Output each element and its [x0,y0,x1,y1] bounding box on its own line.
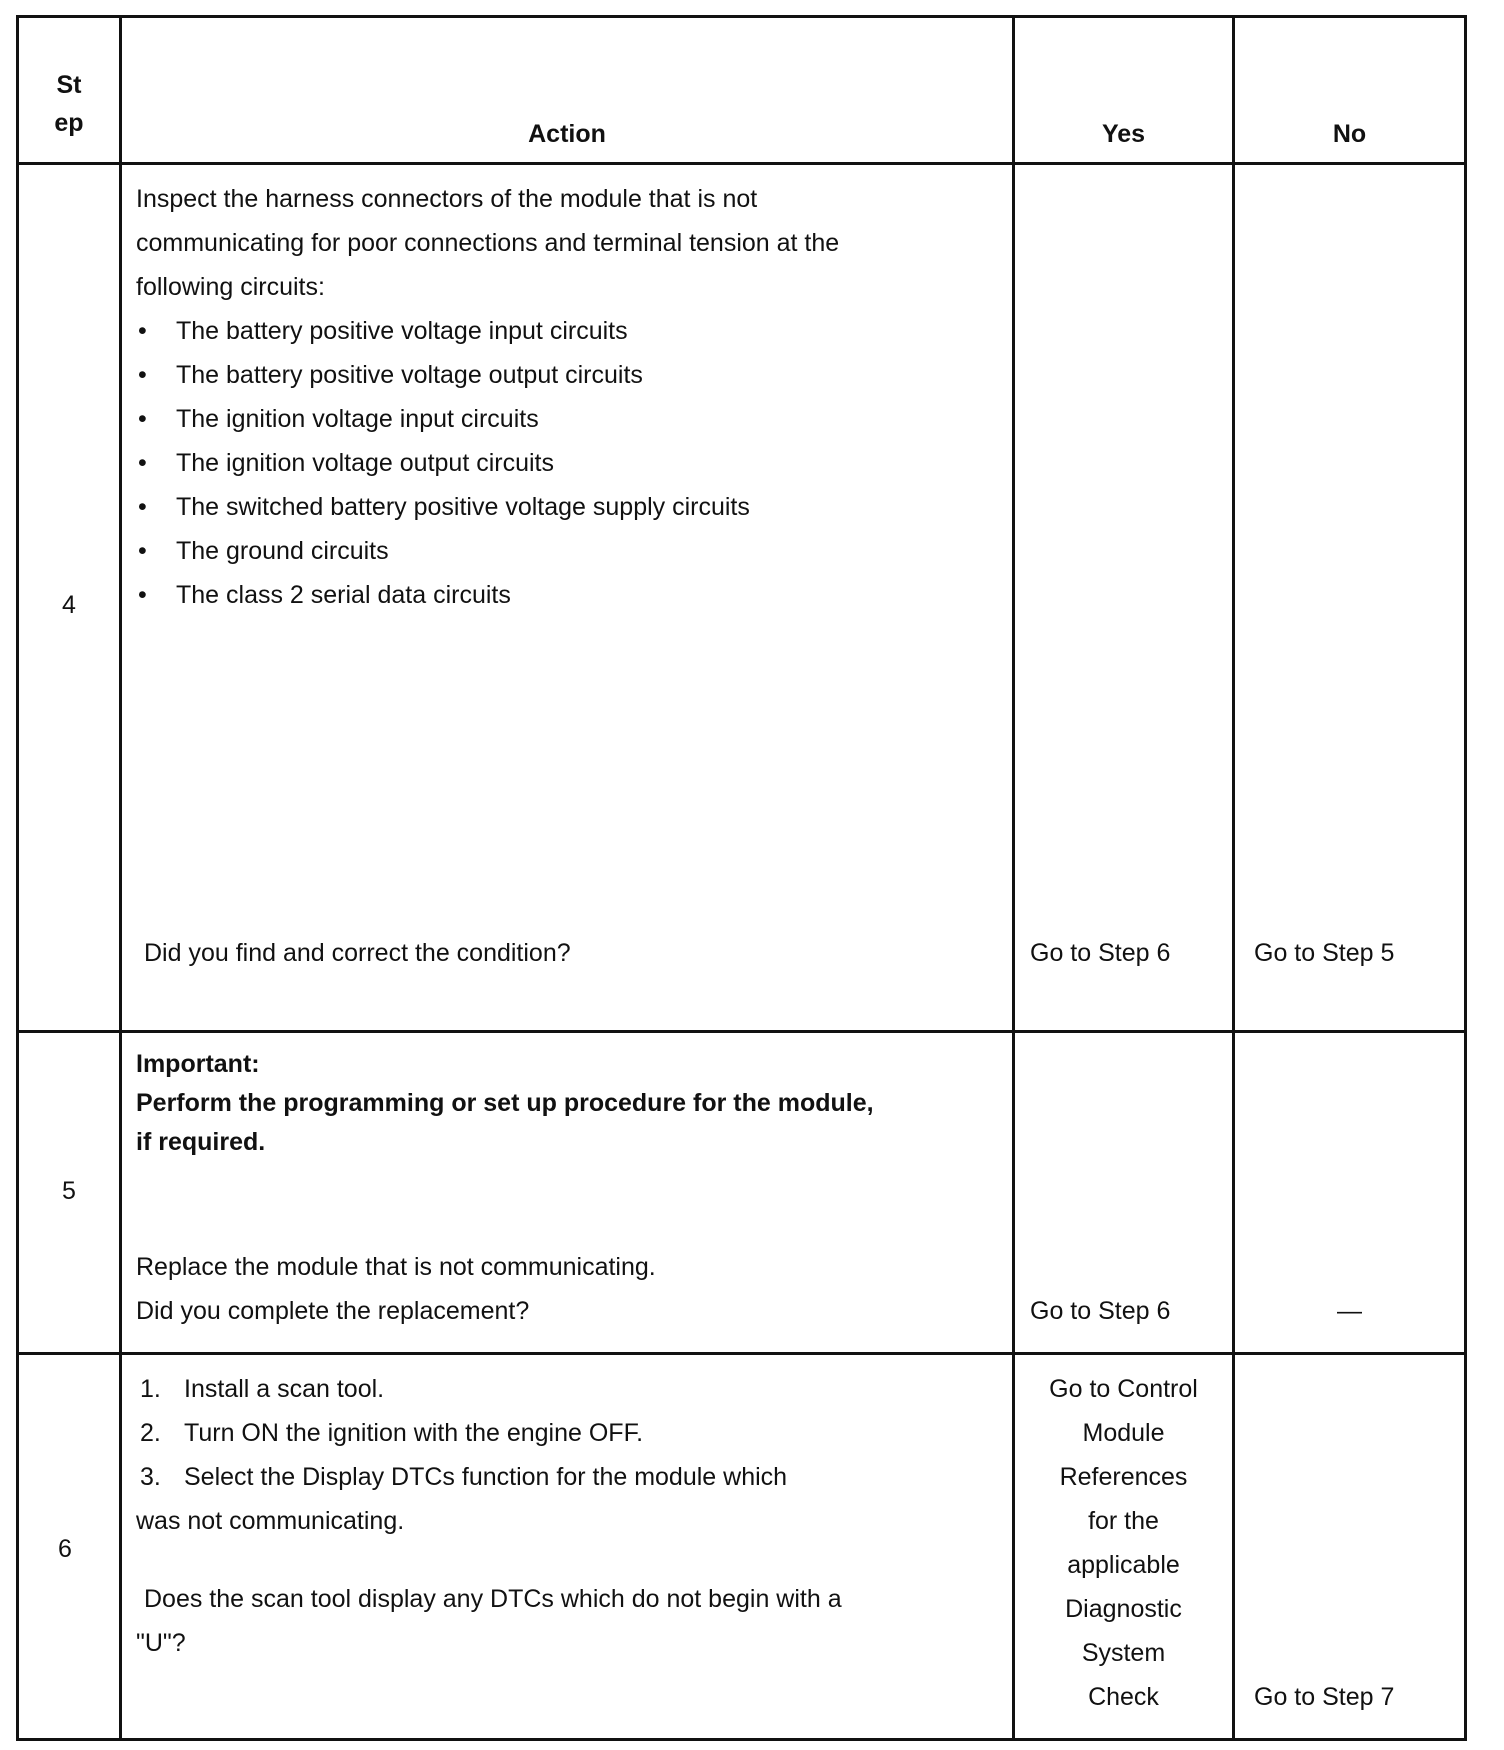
list-item: • The battery positive voltage output circuits [136,353,1002,397]
yes-result: Diagnostic [1065,1595,1182,1623]
important-text: Perform the programming or set up procedure for the module, [136,1089,874,1117]
header-yes: Yes [1014,17,1234,164]
step-number: 6 [58,1535,72,1563]
circuit-list [136,309,1002,617]
no-result: Go to Step 5 [1254,939,1395,967]
yes-result: Module [1082,1419,1165,1447]
header-step-line1: St [56,71,82,99]
list-item: 2. Turn ON the ignition with the engine OFF. [136,1411,1002,1455]
table-row-step-5 [18,1032,1466,1354]
list-item: 3. Select the Display DTCs function for the module which [136,1455,1002,1499]
action-cell [121,164,1014,1032]
list-item: • The switched battery positive voltage supply circuits [136,485,1002,529]
action-cell [121,1354,1014,1740]
no-cell [1234,1354,1466,1740]
step-cell [18,1354,121,1740]
list-item: • The ignition voltage input circuits [136,397,1002,441]
list-item: • The class 2 serial data circuits [136,573,1002,617]
yes-cell [1014,1354,1234,1740]
action-text: Inspect the harness connectors of the module that is not [136,185,758,213]
step-index: 2. [140,1419,161,1447]
table-row-step-6 [18,1354,1466,1740]
action-text: Replace the module that is not communicating. [136,1253,656,1281]
step-cell [18,1032,121,1354]
step-index: 1. [140,1375,161,1403]
diagnostic-table [16,15,1467,1741]
yes-cell [1014,1032,1234,1354]
yes-result: System [1081,1639,1166,1667]
question-text: Did you find and correct the condition? [144,939,571,967]
header-row [18,17,1466,164]
yes-result: for the [1088,1507,1159,1535]
step-cell [18,164,121,1032]
yes-cell [1014,164,1234,1032]
no-result: — [1337,1297,1362,1325]
yes-result: Go to Control [1049,1375,1198,1403]
list-item: 1. Install a scan tool. [136,1367,1002,1411]
step-number: 4 [62,591,76,619]
no-result: Go to Step 7 [1254,1683,1395,1711]
list-item: • The ignition voltage output circuits [136,441,1002,485]
yes-result: applicable [1067,1551,1180,1579]
header-step-line2: ep [54,109,84,137]
list-item: • The battery positive voltage input circuits [136,309,1002,353]
important-title: Important: [136,1050,260,1078]
table-row-step-4 [18,164,1466,1032]
header-step [18,17,121,164]
action-cell [121,1032,1014,1354]
important-text: if required. [136,1128,266,1156]
yes-result: References [1059,1463,1188,1491]
question-text: Does the scan tool display any DTCs which do not begin with a [144,1585,842,1613]
yes-result: Go to Step 6 [1030,939,1171,967]
step-index: 3. [140,1463,161,1491]
no-cell [1234,1032,1466,1354]
question-text: Did you complete the replacement? [136,1297,530,1325]
step-number: 5 [62,1177,76,1205]
yes-result: Check [1088,1683,1159,1711]
no-cell [1234,164,1466,1032]
question-text: "U"? [136,1629,186,1657]
yes-result: Go to Step 6 [1030,1297,1171,1325]
action-text: following circuits: [136,273,325,301]
header-no: No [1234,17,1466,164]
header-action: Action [121,17,1014,164]
action-text: was not communicating. [136,1507,405,1535]
list-item: • The ground circuits [136,529,1002,573]
action-text: communicating for poor connections and terminal tension at the [136,229,840,257]
